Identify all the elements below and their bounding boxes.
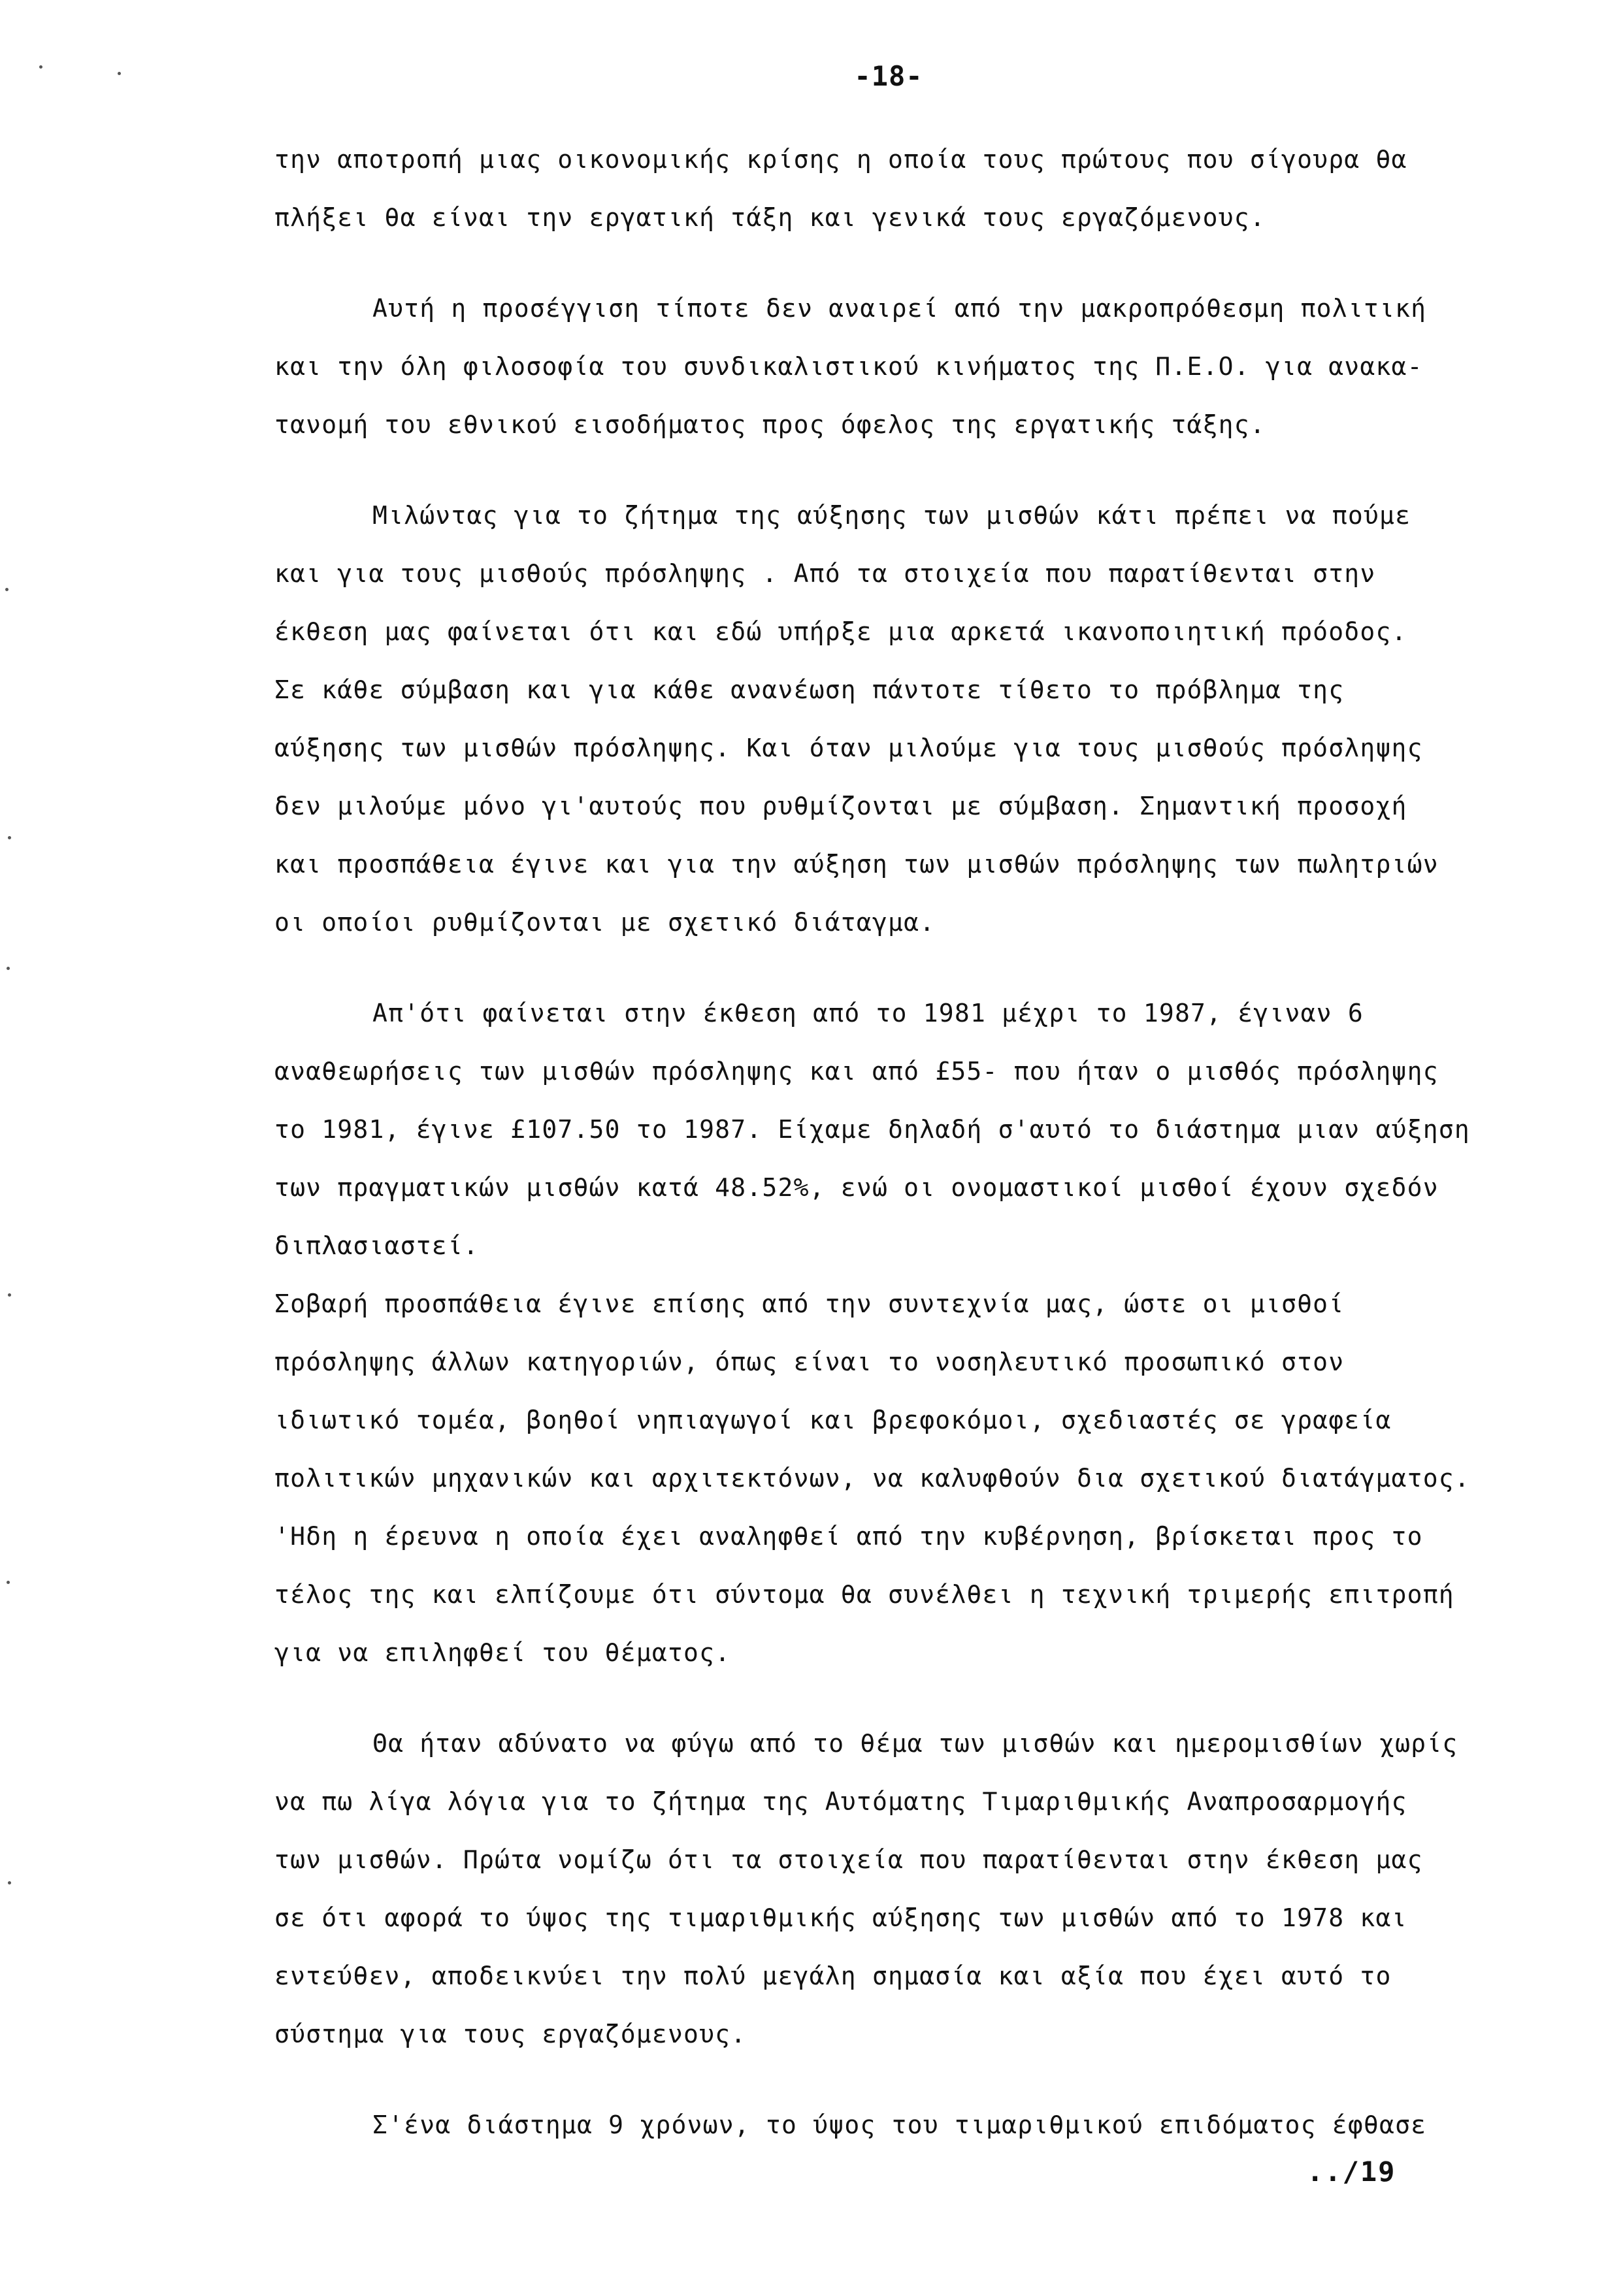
body-text <box>274 131 1516 2154</box>
text-line: διπλασιαστεί. <box>274 1231 480 1260</box>
page-number: -18- <box>854 60 923 92</box>
text-line: σύστημα για τους εργαζόμενους. <box>274 2020 747 2048</box>
text-line: Σε κάθε σύμβαση και για κάθε ανανέωση πάντοτε τίθετο το πρόβλημα της <box>274 675 1345 704</box>
text-line: να πω λίγα λόγια για το ζήτημα της Αυτόματης Τιμαριθμικής Αναπροσαρμογής <box>274 1787 1407 1816</box>
text-line: και την όλη φιλοσοφία του συνδικαλιστικού κινήματος της Π.Ε.Ο. για ανακα- <box>274 352 1423 381</box>
text-line: Θα ήταν αδύνατο να φύγω από το θέμα των μισθών και ημερομισθίων χωρίς <box>372 1729 1458 1758</box>
text-line: για να επιληφθεί του θέματος. <box>274 1638 731 1667</box>
scan-speck <box>8 836 11 839</box>
text-line: αύξησης των μισθών πρόσληψης. Και όταν μιλούμε για τους μισθούς πρόσληψης <box>274 734 1423 762</box>
scan-speck <box>7 1581 10 1584</box>
paragraph <box>274 487 1516 952</box>
scan-speck <box>118 72 121 75</box>
text-line: οι οποίοι ρυθμίζονται με σχετικό διάταγμα. <box>274 908 936 937</box>
text-line: των πραγματικών μισθών κατά 48.52%, ενώ οι ονομαστικοί μισθοί έχουν σχεδόν <box>274 1173 1439 1202</box>
text-line: πλήξει θα είναι την εργατική τάξη και γενικά τους εργαζόμενους. <box>274 203 1266 232</box>
text-line: και προσπάθεια έγινε και για την αύξηση των μισθών πρόσληψης των πωλητριών <box>274 850 1439 879</box>
scan-speck <box>8 1881 11 1884</box>
text-line: Απ'ότι φαίνεται στην έκθεση από το 1981 μέχρι το 1987, έγιναν 6 <box>372 999 1364 1027</box>
paragraph <box>274 1715 1516 2063</box>
text-line: Μιλώντας για το ζήτημα της αύξησης των μισθών κάτι πρέπει να πούμε <box>372 501 1411 530</box>
scan-speck <box>8 1293 11 1297</box>
text-line: τέλος της και ελπίζουμε ότι σύντομα θα συνέλθει η τεχνική τριμερής επιτροπή <box>274 1580 1454 1609</box>
text-line: τανομή του εθνικού εισοδήματος προς όφελος της εργατικής τάξης. <box>274 410 1266 439</box>
text-line: Αυτή η προσέγγιση τίποτε δεν αναιρεί από την μακροπρόθεσμη πολιτική <box>372 294 1427 323</box>
paragraph <box>274 984 1516 1682</box>
scan-speck <box>7 967 10 970</box>
text-line: Σοβαρή προσπάθεια έγινε επίσης από την συντεχνία μας, ώστε οι μισθοί <box>274 1289 1345 1318</box>
text-line: σε ότι αφορά το ύψος της τιμαριθμικής αύξησης των μισθών από το 1978 και <box>274 1903 1407 1932</box>
text-line: δεν μιλούμε μόνο γι'αυτούς που ρυθμίζονται με σύμβαση. Σημαντική προσοχή <box>274 792 1407 820</box>
text-line: το 1981, έγινε £107.50 το 1987. Είχαμε δηλαδή σ'αυτό το διάστημα μιαν αύξηση <box>274 1115 1470 1144</box>
text-line: αναθεωρήσεις των μισθών πρόσληψης και από £55- που ήταν ο μισθός πρόσληψης <box>274 1057 1439 1086</box>
text-line: έκθεση μας φαίνεται ότι και εδώ υπήρξε μια αρκετά ικανοποιητική πρόοδος. <box>274 617 1407 646</box>
text-line: ιδιωτικό τομέα, βοηθοί νηπιαγωγοί και βρεφοκόμοι, σχεδιαστές σε γραφεία <box>274 1406 1392 1434</box>
scan-speck <box>5 588 8 591</box>
text-line: των μισθών. Πρώτα νομίζω ότι τα στοιχεία που παρατίθενται στην έκθεση μας <box>274 1845 1423 1874</box>
text-line: εντεύθεν, αποδεικνύει την πολύ μεγάλη σημασία και αξία που έχει αυτό το <box>274 1962 1392 1990</box>
paragraph <box>274 2096 1516 2154</box>
text-line: 'Ηδη η έρευνα η οποία έχει αναληφθεί από την κυβέρνηση, βρίσκεται προς το <box>274 1522 1423 1551</box>
text-line: πρόσληψης άλλων κατηγοριών, όπως είναι το νοσηλευτικό προσωπικό στον <box>274 1348 1345 1376</box>
paragraph <box>274 131 1516 247</box>
text-line: την αποτροπή μιας οικονομικής κρίσης η οποία τους πρώτους που σίγουρα θα <box>274 145 1407 174</box>
paragraph <box>274 280 1516 454</box>
scan-speck <box>39 65 42 69</box>
continuation-marker: ../19 <box>1307 2156 1396 2188</box>
text-line: και για τους μισθούς πρόσληψης . Από τα στοιχεία που παρατίθενται στην <box>274 559 1376 588</box>
text-line: Σ'ένα διάστημα 9 χρόνων, το ύψος του τιμαριθμικού επιδόματος έφθασε <box>372 2110 1427 2139</box>
text-line: πολιτικών μηχανικών και αρχιτεκτόνων, να καλυφθούν δια σχετικού διατάγματος. <box>274 1464 1470 1493</box>
